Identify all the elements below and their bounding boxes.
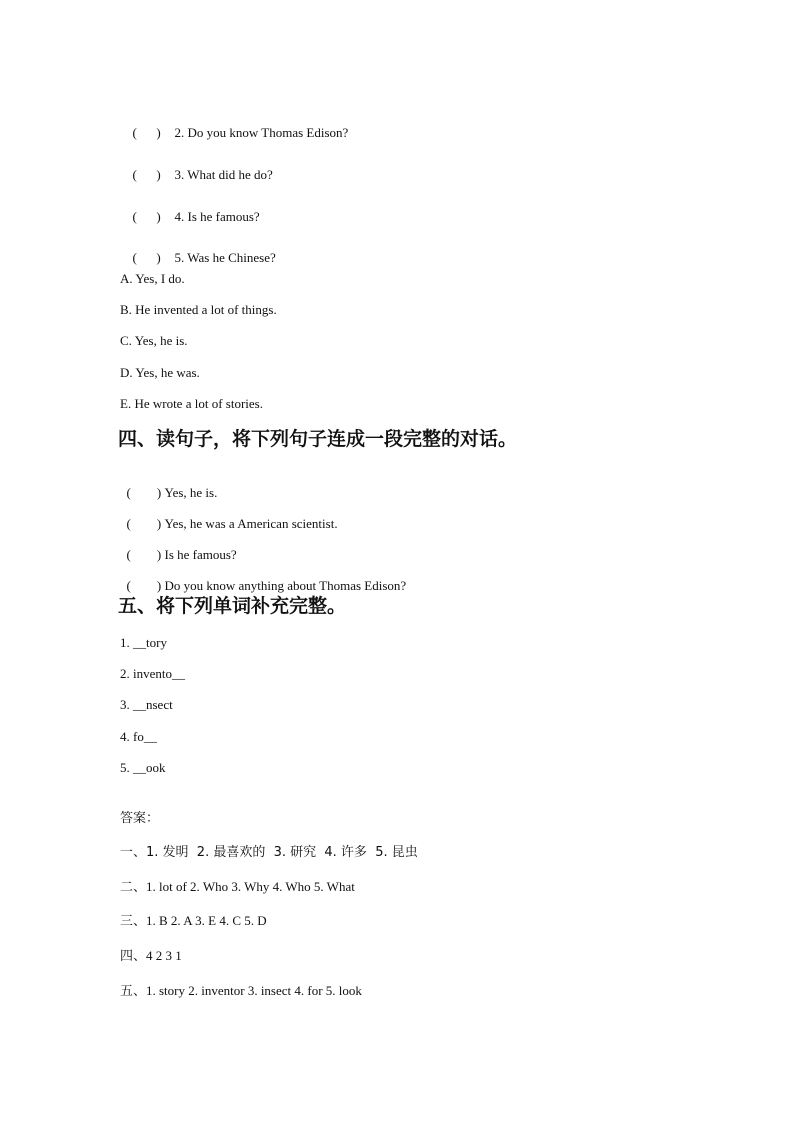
- question-text: 5. Was he Chinese?: [174, 250, 276, 265]
- answer-blank: ( ): [126, 578, 162, 593]
- answer-blank: ( ): [132, 250, 161, 265]
- option-item: B. He invented a lot of things.: [120, 302, 277, 317]
- question-row: [126, 193, 260, 225]
- word-item: 4. fo__: [120, 729, 157, 744]
- dialogue-item: [120, 531, 237, 563]
- option-item: D. Yes, he was.: [120, 365, 200, 380]
- answers-title: 答案：: [120, 811, 160, 826]
- question-text: 4. Is he famous?: [174, 209, 260, 224]
- answer-line: 一、1. 发明 2. 最喜欢的 3. 研究 4. 许多 5. 昆虫: [120, 845, 418, 860]
- option-item: A. Yes, I do.: [120, 271, 185, 286]
- dialogue-item: [120, 469, 217, 501]
- question-text: 3. What did he do?: [174, 167, 273, 182]
- option-item: E. He wrote a lot of stories.: [120, 396, 263, 411]
- dialogue-text: Do you know anything about Thomas Edison?: [164, 578, 407, 593]
- answer-blank: ( ): [132, 167, 161, 182]
- question-row: [126, 234, 276, 266]
- question-row: [126, 109, 348, 141]
- question-text: 2. Do you know Thomas Edison?: [174, 125, 349, 140]
- word-item: 3. __nsect: [120, 697, 173, 712]
- answer-blank: ( ): [132, 209, 161, 224]
- answer-blank: ( ): [132, 125, 161, 140]
- question-row: [126, 151, 273, 183]
- word-item: 1. __tory: [120, 635, 167, 650]
- dialogue-text: Yes, he is.: [164, 485, 218, 500]
- section-heading: 四、读句子，将下列句子连成一段完整的对话。: [118, 428, 518, 450]
- answer-line: 三、1. B 2. A 3. E 4. C 5. D: [120, 913, 267, 928]
- dialogue-item: [120, 562, 406, 594]
- answer-line: 二、1. lot of 2. Who 3. Why 4. Who 5. What: [120, 879, 355, 894]
- answer-blank: ( ): [126, 547, 162, 562]
- answer-line: 五、1. story 2. inventor 3. insect 4. for 5. look: [120, 983, 362, 998]
- dialogue-text: Yes, he was a American scientist.: [164, 516, 338, 531]
- option-item: C. Yes, he is.: [120, 333, 188, 348]
- answer-blank: ( ): [126, 516, 162, 531]
- dialogue-text: Is he famous?: [164, 547, 237, 562]
- word-item: 5. __ook: [120, 760, 166, 775]
- answer-line: 四、4 2 3 1: [120, 948, 182, 963]
- answer-blank: ( ): [126, 485, 162, 500]
- section-heading: 五、将下列单词补充完整。: [118, 595, 347, 617]
- dialogue-item: [120, 500, 338, 532]
- word-item: 2. invento__: [120, 666, 185, 681]
